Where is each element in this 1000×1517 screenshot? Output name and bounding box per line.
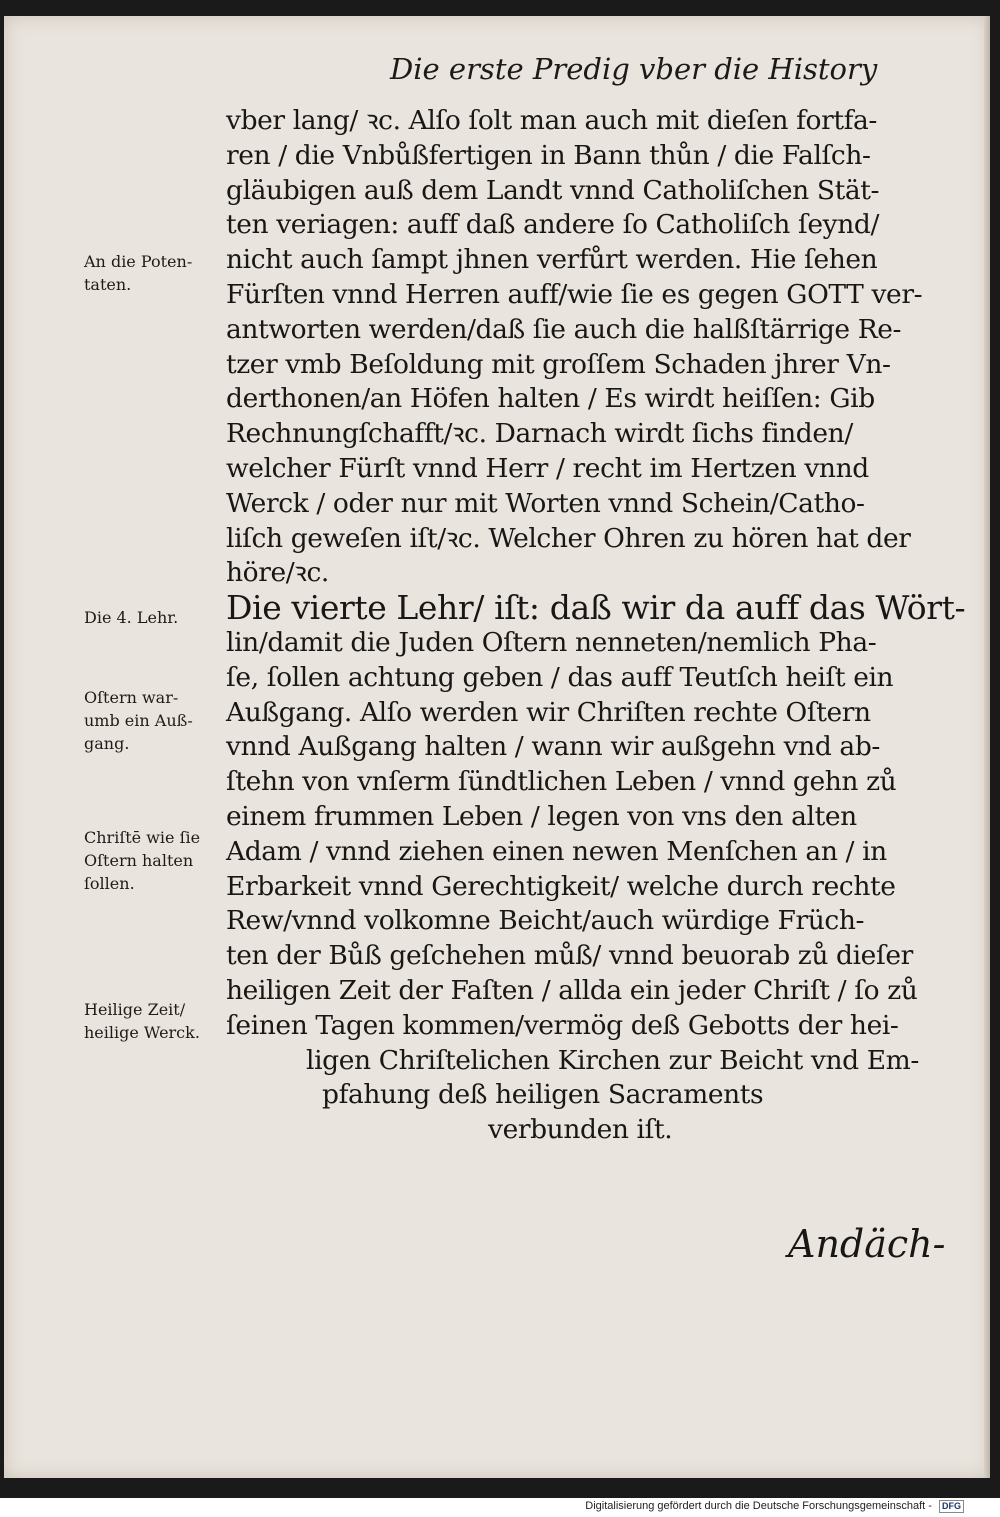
text-line: ſe, ſollen achtung geben / das auff Teutſch heiſt ein bbox=[226, 661, 894, 693]
text-line: Erbarkeit vnnd Gerechtigkeit/ welche durch rechte bbox=[226, 870, 896, 902]
text-line: gläubigen auß dem Landt vnnd Catholiſchen Stät- bbox=[226, 174, 880, 206]
text-line: welcher Fürſt vnnd Herr / recht im Hertzen vnnd bbox=[226, 452, 869, 484]
text-line: nicht auch ſampt jhnen verfůrt werden. Hie ſehen bbox=[226, 244, 878, 276]
text-line: vnnd Außgang halten / wann wir außgehn vnd ab- bbox=[226, 731, 880, 763]
margin-note bbox=[84, 250, 224, 296]
text-line: Rechnungſchafft/ꝛc. Darnach wirdt ſichs finden/ bbox=[226, 418, 853, 450]
text-line: vber lang/ ꝛc. Alſo ſolt man auch mit dieſen fortfa- bbox=[226, 105, 877, 136]
margin-note-line: heilige Werck. bbox=[84, 1023, 200, 1042]
text-line: ſtehn von vnſerm ſündtlichen Leben / vnnd gehn zů bbox=[226, 766, 897, 798]
margin-note bbox=[84, 606, 224, 629]
margin-note-line: taten. bbox=[84, 275, 132, 294]
text-line: ligen Chriſtelichen Kirchen zur Beicht vnd Em- bbox=[306, 1044, 919, 1076]
margin-note-line: Heilige Zeit/ bbox=[84, 1000, 186, 1019]
text-line: lin/damit die Juden Oſtern nenneten/nemlich Pha- bbox=[226, 626, 877, 658]
text-line: ſeinen Tagen kommen/vermög deß Gebotts der hei- bbox=[226, 1009, 899, 1041]
text-line: Rew/vnnd volkomne Beicht/auch würdige Früch- bbox=[226, 905, 865, 937]
margin-note-line: Die 4. Lehr. bbox=[84, 608, 179, 627]
text-line: derthonen/an Höfen halten / Es wirdt heiſſen: Gib bbox=[226, 383, 875, 415]
text-line: verbunden iſt. bbox=[488, 1114, 673, 1146]
margin-note-line: ſollen. bbox=[84, 874, 135, 893]
text-line: ren / die Vnbůßfertigen in Bann thůn / die Falſch- bbox=[226, 139, 871, 171]
section-opening-line: Die vierte Lehr/ iſt: daß wir da auff das Wört- bbox=[226, 588, 966, 628]
text-line: heiligen Zeit der Faſten / allda ein jeder Chriſt / ſo zů bbox=[226, 974, 918, 1006]
main-text bbox=[226, 104, 966, 1148]
text-line: Fürſten vnnd Herren auff/wie ſie es gegen GOTT ver- bbox=[226, 278, 923, 310]
running-header: Die erste Predig vber die History bbox=[390, 52, 878, 86]
text-line: pfahung deß heiligen Sacraments bbox=[322, 1079, 764, 1111]
page-edge bbox=[984, 16, 990, 1478]
text-line: Adam / vnnd ziehen einen newen Menſchen an / in bbox=[226, 835, 887, 867]
text-line: Außgang. Alſo werden wir Chriſten rechte Oſtern bbox=[226, 696, 871, 728]
text-line: tzer vmb Beſoldung mit groſſem Schaden jhrer Vn- bbox=[226, 348, 891, 380]
dfg-logo-icon: DFG bbox=[939, 1500, 964, 1513]
margin-note bbox=[84, 686, 224, 755]
text-line: ten der Bůß geſchehen můß/ vnnd beuorab zů dieſer bbox=[226, 940, 913, 972]
margin-note-line: umb ein Auß- bbox=[84, 711, 193, 730]
footer-credit bbox=[585, 1500, 964, 1513]
margin-note bbox=[84, 826, 224, 895]
margin-note-line: Oſtern halten bbox=[84, 851, 194, 870]
margin-note-line: Oſtern war- bbox=[84, 688, 179, 707]
text-line: höre/ꝛc. bbox=[226, 557, 329, 589]
catchword: Andäch- bbox=[788, 1222, 946, 1266]
text-line: Werck / oder nur mit Worten vnnd Schein/Catho- bbox=[226, 487, 865, 519]
text-line: einem frummen Leben / legen von vns den alten bbox=[226, 800, 857, 832]
text-line: liſch geweſen iſt/ꝛc. Welcher Ohren zu hören hat der bbox=[226, 522, 911, 554]
margin-note bbox=[84, 998, 224, 1044]
margin-note-line: gang. bbox=[84, 734, 130, 753]
margin-note-line: An die Poten- bbox=[84, 252, 193, 271]
margin-note-line: Chriſtē wie ſie bbox=[84, 828, 201, 847]
text-line: ten veriagen: auff daß andere ſo Catholiſch ſeynd/ bbox=[226, 209, 880, 241]
footer-text: Digitalisierung gefördert durch die Deutsche Forschungsgemeinschaft - bbox=[585, 1500, 932, 1512]
text-line: antworten werden/daß ſie auch die halßſtärrige Re- bbox=[226, 313, 902, 345]
